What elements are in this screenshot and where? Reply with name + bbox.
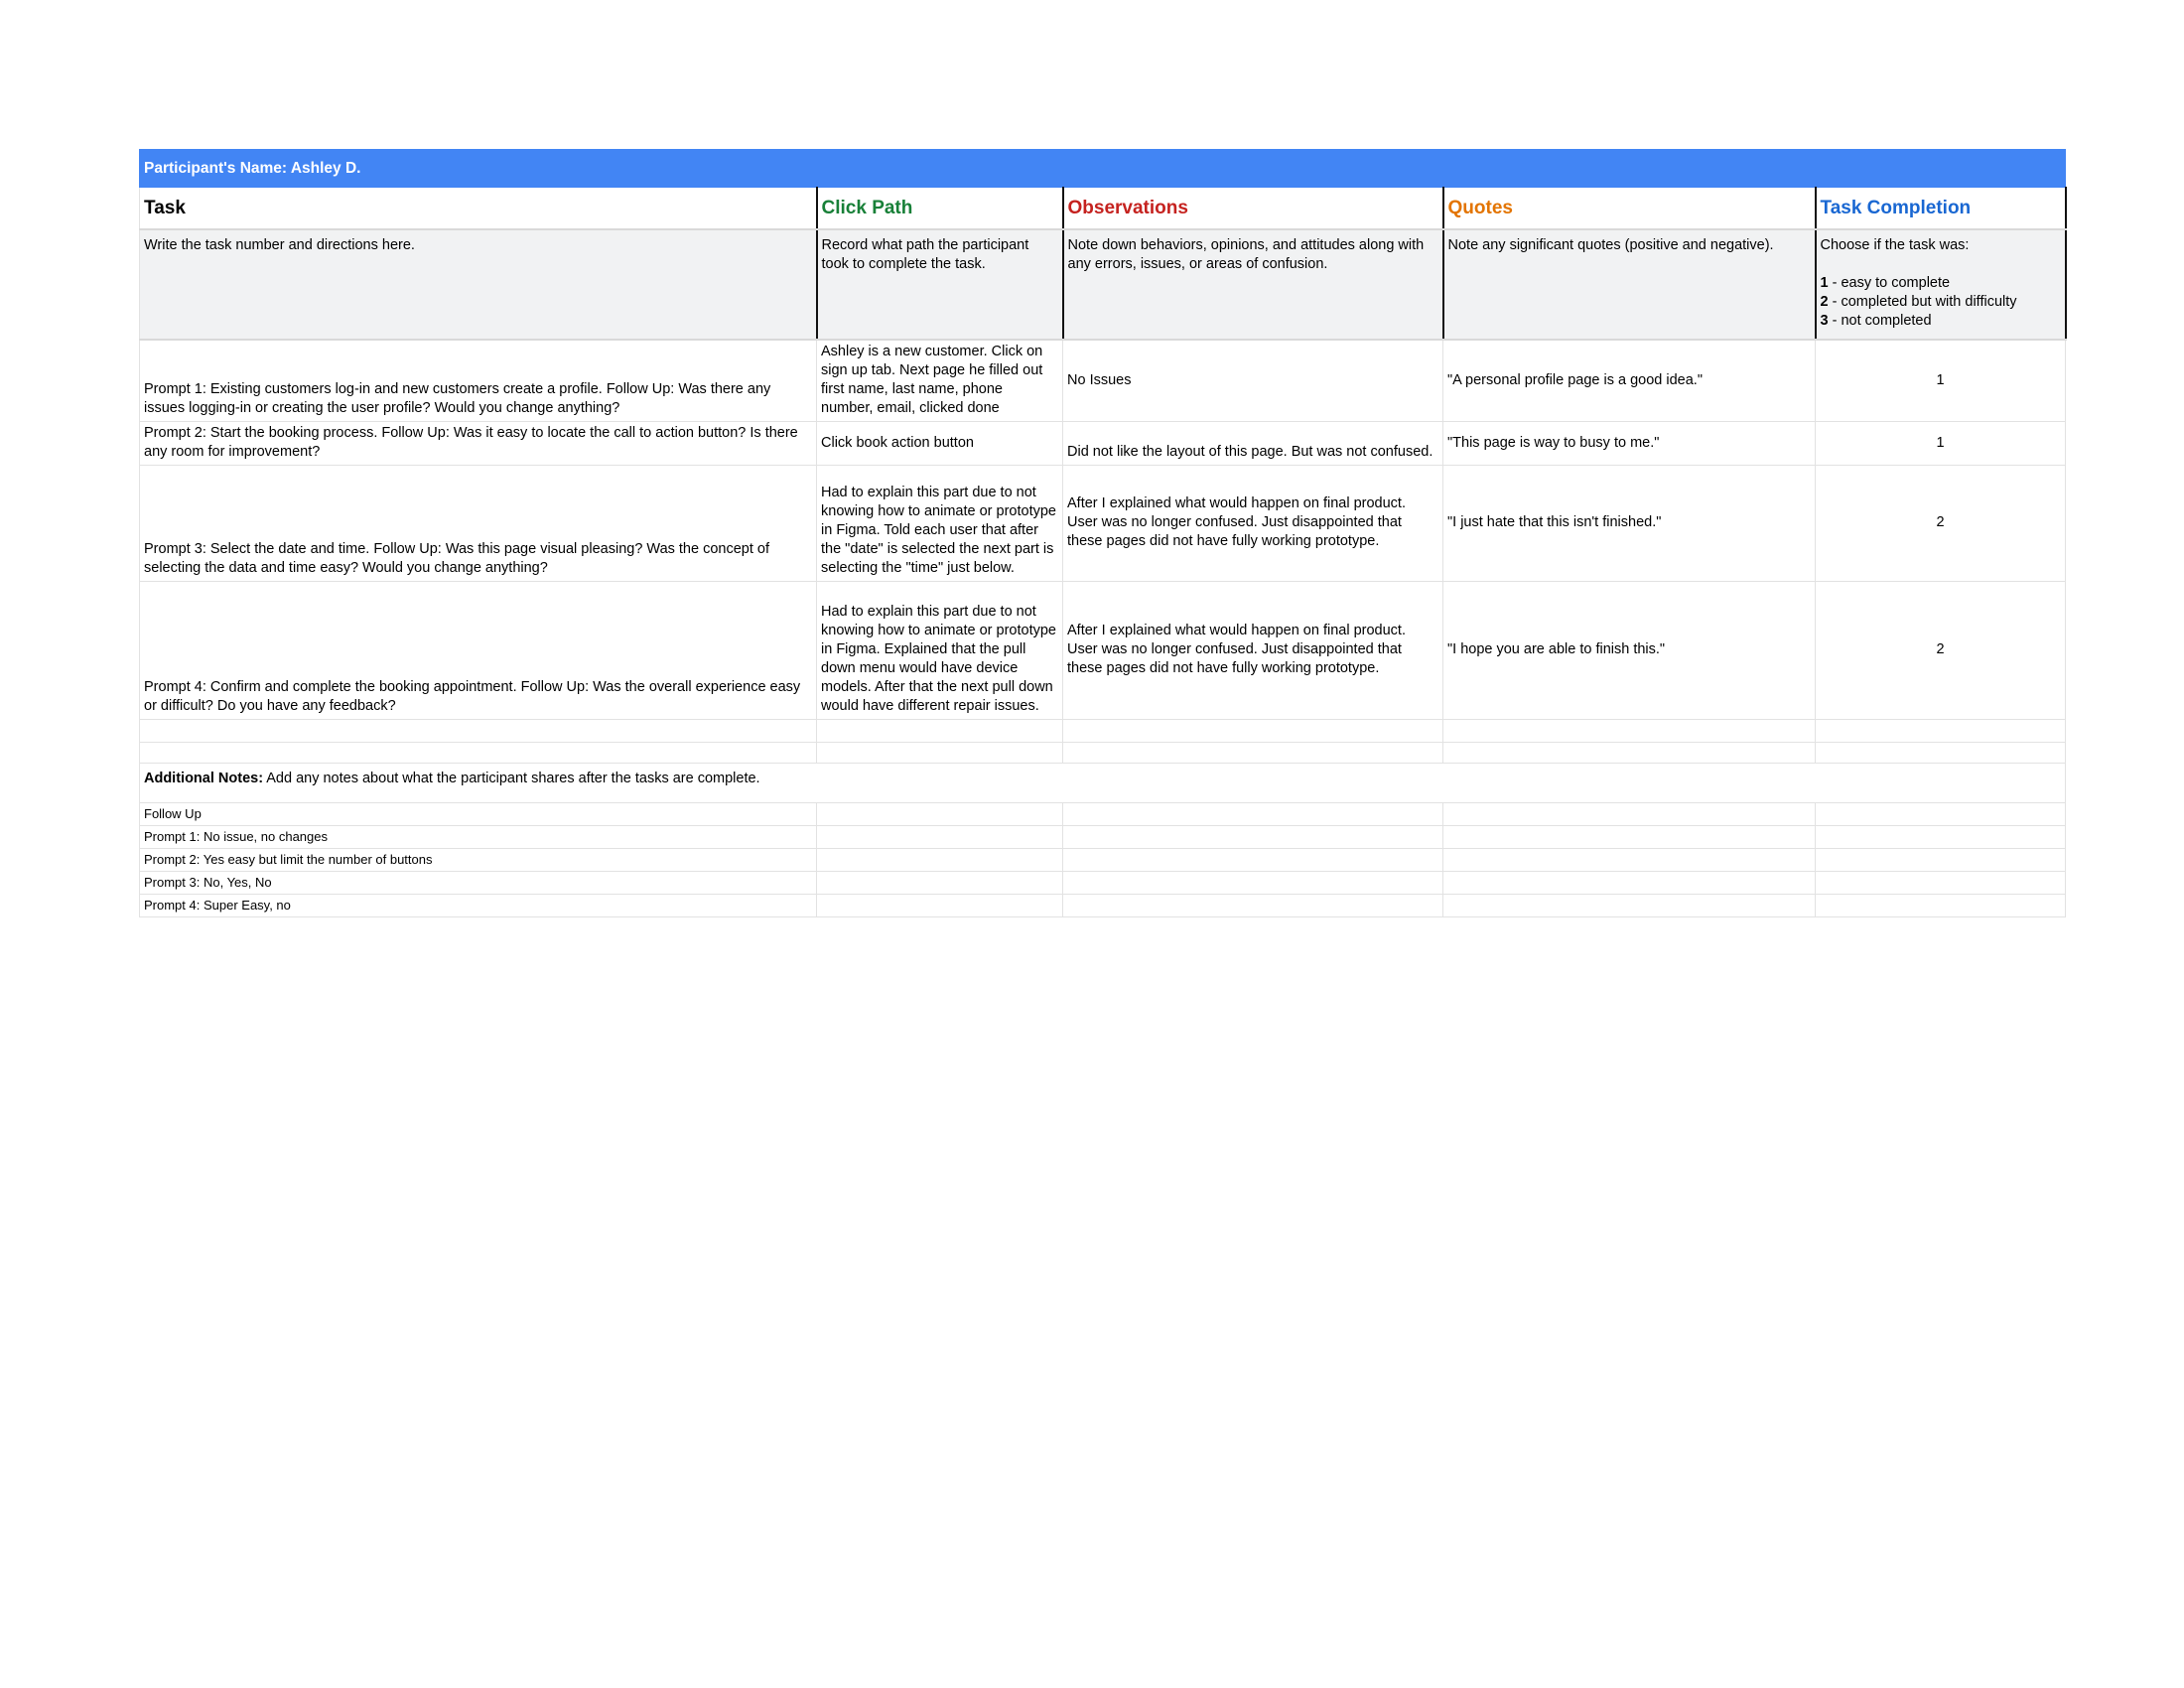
note-line[interactable]: Prompt 4: Super Easy, no xyxy=(140,895,817,917)
observations-cell[interactable]: Did not like the layout of this page. But was not confused. xyxy=(1063,422,1443,466)
task-cell[interactable]: Prompt 4: Confirm and complete the booking appointment. Follow Up: Was the overall experience easy or difficult? Do you have any feedback? xyxy=(140,582,817,720)
header-click-path[interactable]: Click Path xyxy=(817,188,1063,230)
notes-row xyxy=(140,803,2066,826)
task-cell[interactable]: Prompt 1: Existing customers log-in and new customers create a profile. Follow Up: Was there any issues logging-in or creating the user profile? Would you change anything? xyxy=(140,340,817,422)
quotes-cell[interactable]: "I hope you are able to finish this." xyxy=(1443,582,1816,720)
task-cell[interactable]: Prompt 2: Start the booking process. Follow Up: Was it easy to locate the call to action button? Is there any room for improvement? xyxy=(140,422,817,466)
note-line[interactable]: Prompt 1: No issue, no changes xyxy=(140,826,817,849)
table-row xyxy=(140,422,2066,466)
scale-3: 3 - not completed xyxy=(1820,313,1932,329)
click-path-cell[interactable]: Click book action button xyxy=(817,422,1063,466)
observations-cell[interactable]: After I explained what would happen on final product. User was no longer confused. Just disappointed that these pages did not have fully working prototype. xyxy=(1063,582,1443,720)
notes-row xyxy=(140,895,2066,917)
header-observations[interactable]: Observations xyxy=(1063,188,1443,230)
completion-cell[interactable]: 1 xyxy=(1816,422,2066,466)
note-line[interactable]: Prompt 2: Yes easy but limit the number of buttons xyxy=(140,849,817,872)
scale-1: 1 - easy to complete xyxy=(1820,275,1951,291)
notes-row xyxy=(140,872,2066,895)
click-path-cell[interactable]: Ashley is a new customer. Click on sign up tab. Next page he filled out first name, last name, phone number, email, clicked done xyxy=(817,340,1063,422)
empty-row xyxy=(140,720,2066,743)
empty-row xyxy=(140,743,2066,764)
notes-row xyxy=(140,849,2066,872)
table-row xyxy=(140,582,2066,720)
desc-click-path[interactable]: Record what path the participant took to complete the task. xyxy=(817,229,1063,340)
task-cell[interactable]: Prompt 3: Select the date and time. Follow Up: Was this page visual pleasing? Was the concept of selecting the data and time easy? Would you change anything? xyxy=(140,466,817,582)
table-row xyxy=(140,340,2066,422)
header-quotes[interactable]: Quotes xyxy=(1443,188,1816,230)
observations-cell[interactable]: After I explained what would happen on final product. User was no longer confused. Just disappointed that these pages did not have fully working prototype. xyxy=(1063,466,1443,582)
desc-quotes[interactable]: Note any significant quotes (positive and negative). xyxy=(1443,229,1816,340)
quotes-cell[interactable]: "A personal profile page is a good idea." xyxy=(1443,340,1816,422)
table-row xyxy=(140,466,2066,582)
completion-cell[interactable]: 2 xyxy=(1816,582,2066,720)
header-task-completion[interactable]: Task Completion xyxy=(1816,188,2066,230)
header-task[interactable]: Task xyxy=(140,188,817,230)
scale-2: 2 - completed but with difficulty xyxy=(1820,294,2017,310)
notes-row xyxy=(140,826,2066,849)
desc-task-completion[interactable] xyxy=(1816,229,2066,340)
participant-name[interactable]: Participant's Name: Ashley D. xyxy=(140,150,2066,188)
note-line[interactable]: Follow Up xyxy=(140,803,817,826)
usability-test-sheet xyxy=(139,149,2067,917)
completion-cell[interactable]: 1 xyxy=(1816,340,2066,422)
note-line[interactable]: Prompt 3: No, Yes, No xyxy=(140,872,817,895)
completion-cell[interactable]: 2 xyxy=(1816,466,2066,582)
quotes-cell[interactable]: "This page is way to busy to me." xyxy=(1443,422,1816,466)
quotes-cell[interactable]: "I just hate that this isn't finished." xyxy=(1443,466,1816,582)
completion-prompt: Choose if the task was: xyxy=(1820,237,1970,253)
additional-notes[interactable]: Additional Notes: Add any notes about what the participant shares after the tasks are complete. xyxy=(140,764,2066,803)
observations-cell[interactable]: No Issues xyxy=(1063,340,1443,422)
click-path-cell[interactable]: Had to explain this part due to not knowing how to animate or prototype in Figma. Told each user that after the "date" is selected the next part is selecting the "time" just below. xyxy=(817,466,1063,582)
desc-observations[interactable]: Note down behaviors, opinions, and attitudes along with any errors, issues, or areas of confusion. xyxy=(1063,229,1443,340)
click-path-cell[interactable]: Had to explain this part due to not knowing how to animate or prototype in Figma. Explained that the pull down menu would have device models. After that the next pull down would have different repair issues. xyxy=(817,582,1063,720)
desc-task[interactable]: Write the task number and directions here. xyxy=(140,229,817,340)
